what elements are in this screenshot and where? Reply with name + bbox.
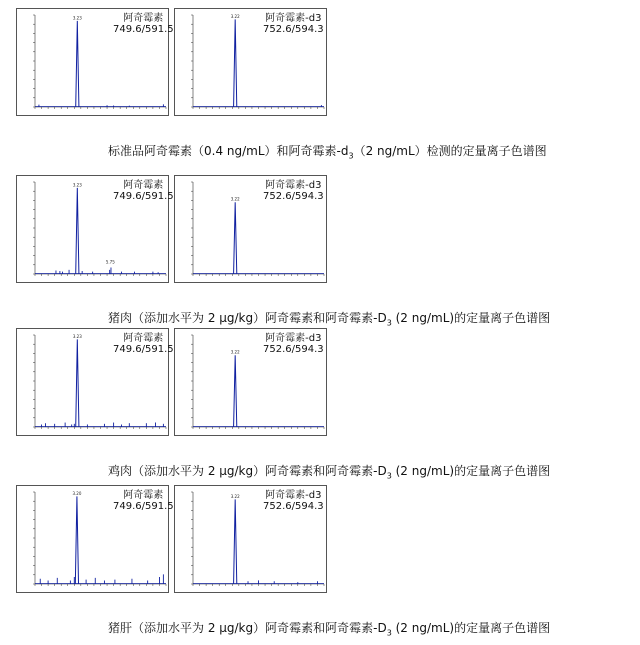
mrm-transition: 752.6/594.3 — [263, 501, 324, 512]
compound-annotation — [263, 490, 324, 512]
compound-annotation — [263, 333, 324, 355]
compound-name: 阿奇霉素 — [123, 13, 164, 24]
minor-peak-label: 5.75 — [105, 259, 115, 265]
mrm-transition: 749.6/591.5 — [113, 501, 174, 512]
main-peak — [234, 19, 237, 107]
compound-name: 阿奇霉素 — [123, 180, 164, 191]
caption-2: 猪肉（添加水平为 2 μg/kg）阿奇霉素和阿奇霉素$-D_3$ (2 ng/mL)的定量离子色谱图 — [108, 311, 551, 328]
compound-name: 阿奇霉素-d3 — [265, 13, 322, 24]
peak-label: 3.23 — [72, 15, 82, 21]
compound-name: 阿奇霉素-d3 — [265, 333, 322, 344]
main-peak — [75, 496, 78, 584]
caption-4: 猪肝（添加水平为 2 μg/kg）阿奇霉素和阿奇霉素$-D_3$ (2 ng/mL)的定量离子色谱图 — [108, 621, 551, 638]
mrm-transition: 752.6/594.3 — [263, 344, 324, 355]
mrm-transition: 752.6/594.3 — [263, 24, 324, 35]
peak-label: 3.20 — [72, 490, 82, 496]
compound-name: 阿奇霉素-d3 — [265, 180, 322, 191]
compound-name: 阿奇霉素 — [123, 333, 164, 344]
compound-annotation — [113, 490, 174, 512]
peak-label: 3.22 — [230, 196, 240, 202]
peak-label: 3.23 — [72, 182, 82, 188]
main-peak — [76, 21, 79, 107]
main-peak — [234, 499, 237, 584]
main-peak — [76, 339, 79, 427]
mrm-transition: 749.6/591.5 — [113, 24, 174, 35]
main-peak — [76, 188, 79, 274]
peak-label: 3.23 — [72, 333, 82, 339]
main-peak — [234, 355, 237, 427]
caption-1: 标准品阿奇霉素（0.4 ng/mL）和阿奇霉素$-d_3(2$ ng/mL）检测的定量离子色谱图 — [108, 144, 547, 161]
peak-label: 3.22 — [230, 13, 240, 19]
main-peak — [234, 202, 237, 274]
compound-annotation — [263, 180, 324, 202]
compound-annotation — [113, 180, 174, 202]
mrm-transition: 752.6/594.3 — [263, 191, 324, 202]
compound-name: 阿奇霉素 — [123, 490, 164, 501]
mrm-transition: 749.6/591.5 — [113, 191, 174, 202]
compound-annotation — [263, 13, 324, 35]
peak-label: 3.22 — [230, 493, 240, 499]
caption-3: 鸡肉（添加水平为 2 μg/kg）阿奇霉素和阿奇霉素$-D_3$ (2 ng/mL)的定量离子色谱图 — [108, 464, 551, 481]
peak-label: 3.22 — [230, 349, 240, 355]
compound-name: 阿奇霉素-d3 — [265, 490, 322, 501]
compound-annotation — [113, 13, 174, 35]
mrm-transition: 749.6/591.5 — [113, 344, 174, 355]
compound-annotation — [113, 333, 174, 355]
